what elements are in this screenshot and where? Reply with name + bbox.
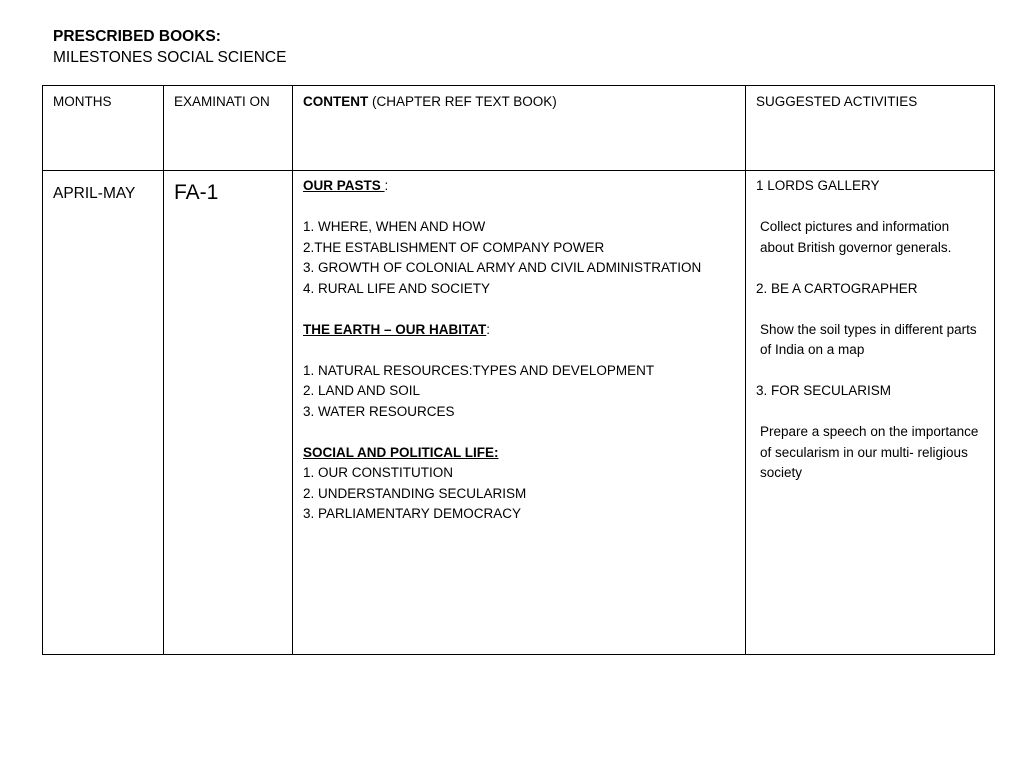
list-item: 3. PARLIAMENTARY DEMOCRACY — [303, 506, 522, 521]
header-content-rest: (CHAPTER REF TEXT BOOK) — [368, 94, 557, 109]
list-item: 2. UNDERSTANDING SECULARISM — [303, 485, 527, 501]
list-item: 3. GROWTH OF COLONIAL ARMY AND CIVIL ADMINISTRATION — [303, 260, 702, 275]
activity-title: 1 LORDS GALLERY — [756, 178, 880, 193]
activity-title: 2. BE A CARTOGRAPHER — [756, 280, 918, 296]
page-title: PRESCRIBED BOOKS: — [53, 28, 221, 45]
section-social-political-life — [303, 443, 735, 525]
list-item: 2.THE ESTABLISHMENT OF COMPANY POWER — [303, 239, 605, 255]
table-header-row — [43, 86, 995, 171]
activity-description: Show the soil types in different parts of India on a map — [760, 321, 977, 357]
section-title: THE EARTH – OUR HABITAT — [303, 321, 487, 337]
section-title-suffix: : — [384, 178, 389, 193]
activity-title: 3. FOR SECULARISM — [756, 383, 892, 398]
section-title: OUR PASTS — [303, 178, 385, 193]
list-item: 1. NATURAL RESOURCES:TYPES AND DEVELOPMENT — [303, 362, 655, 378]
section-earth-habitat — [303, 320, 735, 423]
header-activities: SUGGESTED ACTIVITIES — [746, 86, 995, 171]
list-item: 2. LAND AND SOIL — [303, 383, 421, 398]
list-item: 3. WATER RESOURCES — [303, 403, 455, 419]
list-item: 1. OUR CONSTITUTION — [303, 465, 454, 480]
section-title: SOCIAL AND POLITICAL LIFE: — [303, 444, 499, 460]
month-value: APRIL-MAY — [53, 185, 136, 202]
page-heading — [53, 26, 286, 68]
header-months: MONTHS — [43, 86, 164, 171]
cell-month — [43, 171, 164, 655]
activity-description: Prepare a speech on the importance of secularism in our multi- religious society — [760, 424, 979, 480]
syllabus-table — [42, 85, 995, 655]
cell-activities — [746, 171, 995, 655]
exam-value: FA-1 — [174, 181, 219, 204]
section-our-pasts — [303, 176, 735, 299]
section-title-suffix: : — [486, 321, 491, 337]
header-content-bold: CONTENT — [303, 94, 369, 109]
list-item: 4. RURAL LIFE AND SOCIETY — [303, 280, 491, 296]
list-item: 1. WHERE, WHEN AND HOW — [303, 219, 486, 234]
header-content — [293, 86, 746, 171]
cell-exam — [164, 171, 293, 655]
header-examination: EXAMINATI ON — [164, 86, 293, 171]
table-row — [43, 171, 995, 655]
activity-description: Collect pictures and information about British governor generals. — [760, 219, 952, 255]
cell-content — [293, 171, 746, 655]
page-subtitle: MILESTONES SOCIAL SCIENCE — [53, 49, 287, 66]
